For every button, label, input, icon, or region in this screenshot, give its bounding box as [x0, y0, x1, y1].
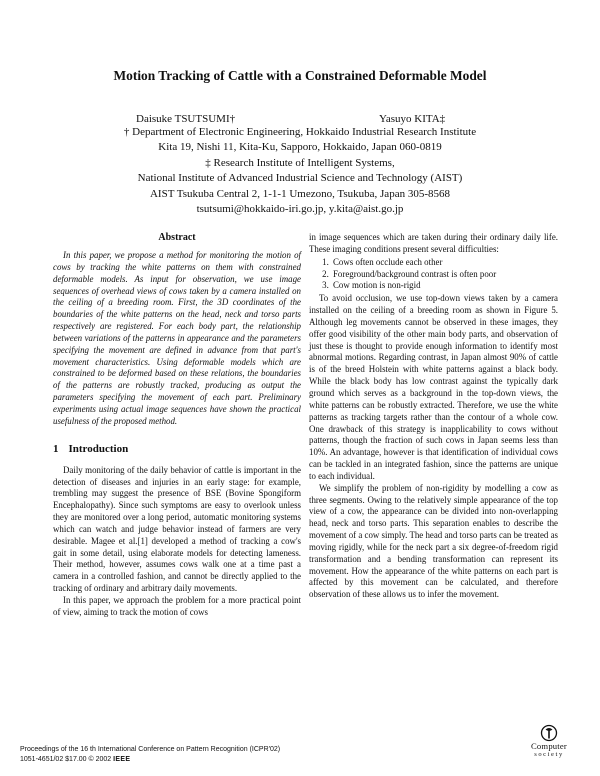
proceedings-citation: Proceedings of the 16 th International Conference on Pattern Recognition (ICPR'02): [20, 746, 281, 753]
affiliation-line: ‡ Research Institute of Intelligent Systems,: [205, 156, 395, 169]
affiliation-line: AIST Tsukuba Central 2, 1-1-1 Umezono, Tsukuba, Japan 305-8568: [149, 187, 450, 200]
proceedings-footer: [20, 745, 280, 764]
copyright-line: [20, 755, 280, 765]
abstract-heading: Abstract: [158, 232, 196, 243]
right-column: [309, 232, 558, 601]
affiliation-line: † Department of Electronic Engineering, Hokkaido Industrial Research Institute: [123, 126, 477, 138]
difficulties-list: [309, 257, 558, 293]
ieee-mark: IEEE: [113, 755, 131, 763]
section-heading-introduction: [53, 443, 301, 456]
intro-paragraph-3: To avoid occlusion, we use top-down views taken by a camera installed on the ceiling of a breeding room as shown in Figure 5. Although leg movements cannot be observed in these images, they offer good visibility of the other main body parts, and observation of just these is thought to provide enough information to identify most abnormal motions. Regarding contrast, in Japan almost 90% of cattle is of the breed Holstein with white patterns against a black body. While the black body has low contrast against the typically dark ground which serves as a background in the top-down views, the white patterns can be robustly extracted. Therefore, we use the white patterns as tracking targets rather than the contour of a whole cow. One drawback of this strategy is inapplicability to cows without patterns, though the fraction of such cows in Japan seems less than 10%. An advantage, however is that identification of individual cows can be tackled in an integrated fashion, since the patterns are unique to each individual.: [309, 293, 558, 481]
list-item: 1. Cows often occlude each other: [331, 257, 558, 269]
abstract-text: In this paper, we propose a method for monitoring the motion of cows by tracking the white patterns on them with constrained deformable models. As input for observation, we use image sequences of overhead views of cows taken by a camera installed on the ceiling of a breeding room. First, the 3D coordinates of the boundaries of the white patterns on the head, neck and torso parts respectively are registered. For each body part, the relationship between variations of the patterns in appearance and the parameters specifying the movement are defined in advance from that part's movement characteristics. Using deformable models which are constrained to be deformed based on these relations, the boundaries of the patterns are robustly tracked, producing as output the parameters specifying the movement of each part. Preliminary experiments using actual image sequences have shown the practical usefulness of the proposed method.: [53, 250, 301, 426]
author-emails: tsutsumi@hokkaido-iri.go.jp, y.kita@aist.go.jp: [196, 203, 404, 216]
affiliation-line: Kita 19, Nishi 11, Kita-Ku, Sapporo, Hokkaido, Japan 060-0819: [158, 141, 442, 154]
intro-paragraph-1: Daily monitoring of the daily behavior of cattle is important in the detection of diseases and injuries in an early stage: for example, trembling may suggest the presence of BSE (Bovine Spongiform Encephalopathy). Since such symptoms are easy to overlook unless they are monitored over a long period, automatic monitoring systems which can watch and judge behavior instead of farmers are very desirable. Magee et al.[1] developed a method of tracking a cow's gait in some detail, using elaborate models for detecting lameness. Their method, however, assumes cows walk one at a time past a camera in a controlled fashion, and cannot be directly applied to the tracking of ordinary and arbitrary daily movements.: [53, 464, 301, 594]
intro-paragraph-4: We simplify the problem of non-rigidity by modelling a cow as three segments. Owing to the relatively simple appearance of the top view of a cow, the appearance can be divided into non-overlapping head, neck and torso parts. This separation enables to describe the movement of a cow simply. The head and torso parts can be treated as moving rigidly, while for the neck part a six degree-of-freedom rigid transformation and a bending transformation can represent its movement. How the appearance of the white patterns on each part is affected by this movement can be calculated, and therefore observation of these allows us to infer the movement.: [309, 482, 558, 600]
affiliations: [40, 125, 560, 217]
intro-paragraph-2: In this paper, we approach the problem for a more practical point of view, aiming to track the motion of cows: [53, 594, 301, 617]
list-item: 3. Cow motion is non-rigid: [331, 280, 558, 292]
intro-paragraph-2-continued: in image sequences which are taken during their ordinary daily life. These imaging conditions present several difficulties:: [309, 232, 558, 254]
copyright-text: 1051-4651/02 $17.00 © 2002: [20, 755, 112, 763]
list-item: 2. Foreground/background contrast is often poor: [331, 269, 558, 281]
paper-title: Motion Tracking of Cattle with a Constrained Deformable Model: [113, 68, 487, 83]
left-column: [53, 232, 301, 619]
logo-wordmark: Computer: [531, 741, 567, 751]
section-number: 1: [53, 442, 59, 455]
author-name-2: Yasuyo KITA‡: [379, 113, 446, 125]
logo-subtitle: society: [534, 751, 564, 758]
author-name-1: Daisuke TSUTSUMI†: [136, 113, 236, 125]
computer-society-logo: [518, 724, 580, 764]
affiliation-line: National Institute of Advanced Industrial Science and Technology (AIST): [137, 172, 463, 185]
section-title: Introduction: [68, 442, 129, 455]
computer-society-emblem-icon: [539, 724, 559, 742]
